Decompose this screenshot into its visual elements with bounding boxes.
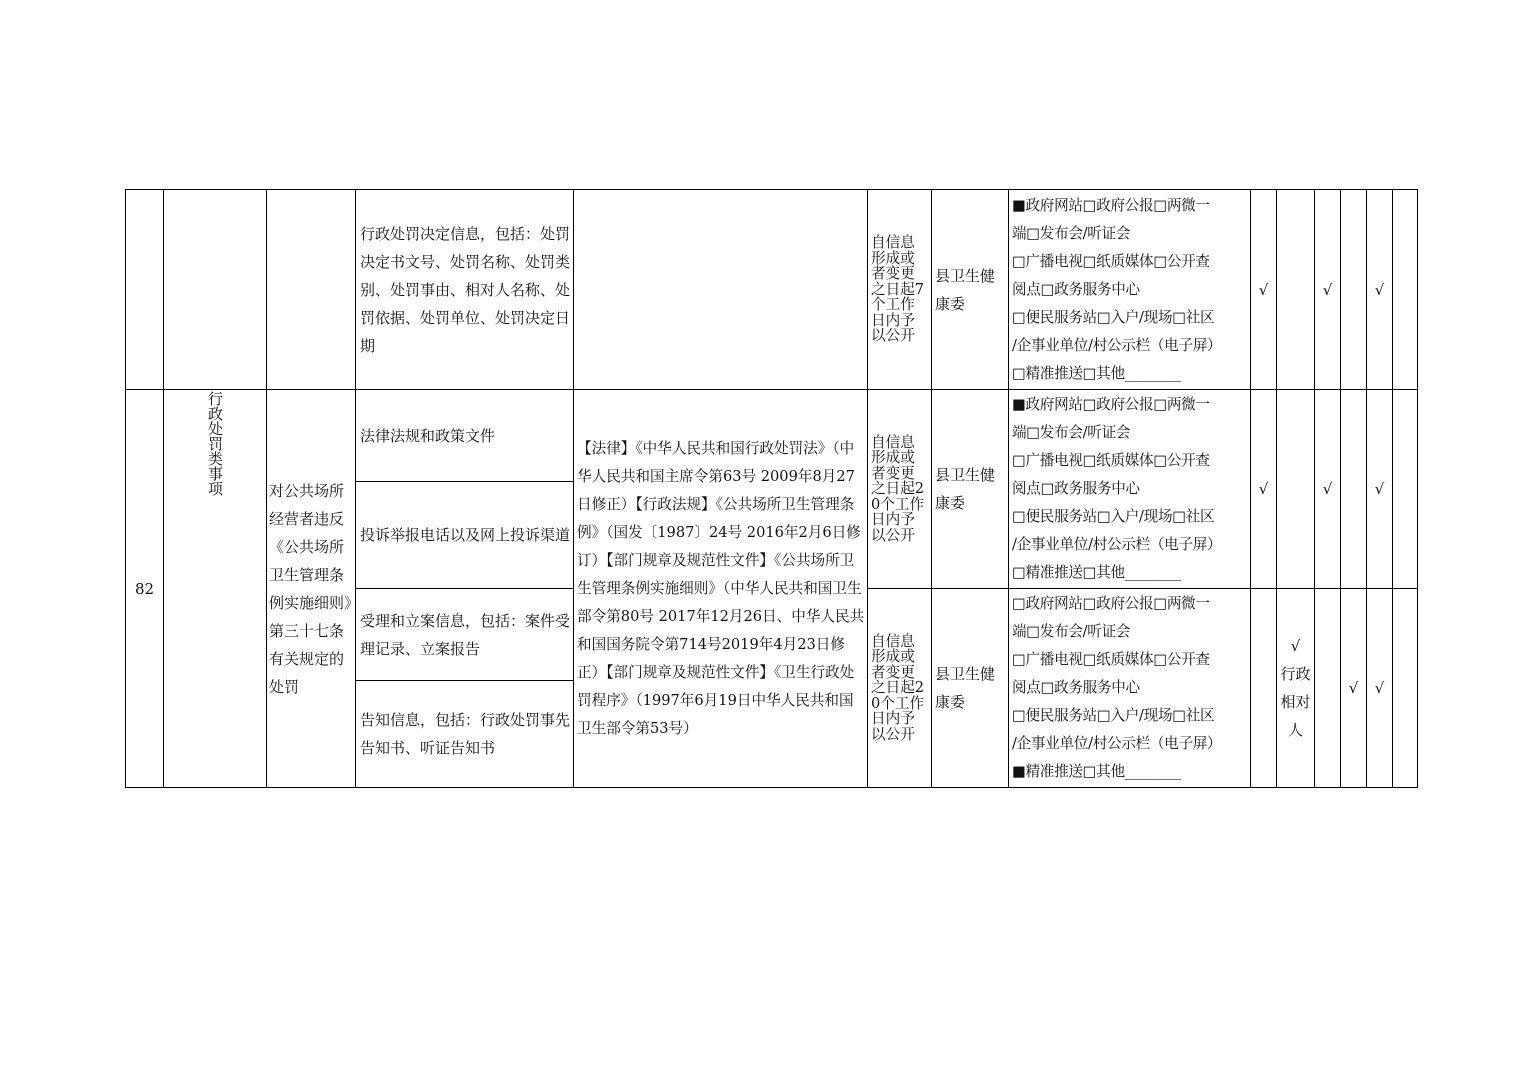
channel-line: 阅点□政务服务中心 xyxy=(1012,480,1140,497)
department-cell: 县卫生健康委 xyxy=(932,589,1009,788)
channel-line: □便民服务站□入户/现场□社区 xyxy=(1012,508,1215,525)
disclosure-table xyxy=(125,189,1418,788)
channels-cell xyxy=(1009,390,1251,589)
check-mark-cell: √ xyxy=(1315,190,1341,390)
channel-line: /企事业单位/村公示栏（电子屏） xyxy=(1012,336,1222,354)
check-mark-cell xyxy=(1393,390,1418,589)
channel-line: 端□发布会/听证会 xyxy=(1012,224,1131,242)
channel-line: 端□发布会/听证会 xyxy=(1012,424,1131,441)
check-mark-cell xyxy=(1277,390,1315,589)
department-cell: 县卫生健康委 xyxy=(932,390,1009,589)
check-mark-cell: √ xyxy=(1341,589,1367,788)
channel-line: □政府网站□政府公报□两微一 xyxy=(1012,595,1210,612)
channel-line: □精准推送□其他________ xyxy=(1012,564,1181,581)
check-mark-cell xyxy=(1315,589,1341,788)
channel-line: □广播电视□纸质媒体□公开查 xyxy=(1012,252,1210,270)
check-mark-cell xyxy=(1277,190,1315,390)
info-cell: 行政处罚决定信息，包括：处罚决定书文号、处罚名称、处罚类别、处罚事由、相对人名称、处罚依据、处罚单位、处罚决定日期 xyxy=(356,190,574,390)
check-mark-cell: √ xyxy=(1251,190,1277,390)
channel-line: ■精准推送□其他________ xyxy=(1012,763,1181,780)
channel-line: ■政府网站□政府公报□两微一 xyxy=(1012,196,1210,214)
number-cell xyxy=(126,190,164,390)
channel-line: □便民服务站□入户/现场□社区 xyxy=(1012,707,1215,724)
check-mark-cell: √ xyxy=(1315,390,1341,589)
table-row xyxy=(126,390,1418,482)
channel-line: □广播电视□纸质媒体□公开查 xyxy=(1012,452,1210,469)
channels-cell xyxy=(1009,190,1251,390)
item-name: 对公共场所经营者违反《公共场所卫生管理条例实施细则》第三十七条有关规定的处罚 xyxy=(267,390,356,788)
check-mark-cell: √ xyxy=(1367,589,1393,788)
channel-line: 阅点□政务服务中心 xyxy=(1012,679,1140,696)
time-limit-cell: 自信息形成或者变更之日起20个工作日内予以公开 xyxy=(868,390,932,589)
channel-line: 端□发布会/听证会 xyxy=(1012,623,1131,640)
category-cell xyxy=(164,190,267,390)
check-mark-cell xyxy=(1393,589,1418,788)
channel-line: □广播电视□纸质媒体□公开查 xyxy=(1012,651,1210,668)
check-mark-cell: √ xyxy=(1367,190,1393,390)
info-cell: 法律法规和政策文件 xyxy=(356,390,574,482)
check-mark-cell: √ xyxy=(1367,390,1393,589)
item-number: 82 xyxy=(126,390,164,788)
check-mark-cell: √ xyxy=(1251,390,1277,589)
check-mark-cell xyxy=(1341,390,1367,589)
basis-cell xyxy=(574,190,868,390)
channel-line: /企事业单位/村公示栏（电子屏） xyxy=(1012,735,1222,752)
time-limit-cell: 自信息形成或者变更之日起7个工作日内予以公开 xyxy=(868,190,932,390)
item-category: 行政处罚类事项 xyxy=(164,390,267,788)
table-row xyxy=(126,190,1418,390)
info-cell: 告知信息，包括：行政处罚事先告知书、听证告知书 xyxy=(356,681,574,788)
check-mark-cell xyxy=(1393,190,1418,390)
time-limit-cell: 自信息形成或者变更之日起20个工作日内予以公开 xyxy=(868,589,932,788)
item-cell xyxy=(267,190,356,390)
channel-line: 阅点□政务服务中心 xyxy=(1012,280,1140,298)
legal-basis-cell: 【法律】《中华人民共和国行政处罚法》（中华人民共和国主席令第63号 2009年8月27日修正）【行政法规】《公共场所卫生管理条例》（国发〔1987〕24号 2016年2月6日修订）【部门规章及规范性文件】《公共场所卫生管理条例实施细则》（中华人民共和国卫生部令第80号 2017年12月26日、中华人民共和国国务院令第714号2019年4月23日修正）【部门规章及规范性文件】《卫生行政处罚程序》（1997年6月19日中华人民共和国卫生部令第53号） xyxy=(574,390,868,788)
check-mark-cell xyxy=(1341,190,1367,390)
channel-line: /企事业单位/村公示栏（电子屏） xyxy=(1012,536,1222,553)
info-cell: 投诉举报电话以及网上投诉渠道 xyxy=(356,482,574,589)
channel-line: □便民服务站□入户/现场□社区 xyxy=(1012,308,1215,326)
channels-cell xyxy=(1009,589,1251,788)
check-mark-cell: √ 行政 相对 人 xyxy=(1277,589,1315,788)
check-mark-cell xyxy=(1251,589,1277,788)
channel-line: □精准推送□其他________ xyxy=(1012,364,1181,382)
channel-line: ■政府网站□政府公报□两微一 xyxy=(1012,396,1210,413)
department-cell: 县卫生健康委 xyxy=(932,190,1009,390)
info-cell: 受理和立案信息，包括：案件受理记录、立案报告 xyxy=(356,589,574,681)
